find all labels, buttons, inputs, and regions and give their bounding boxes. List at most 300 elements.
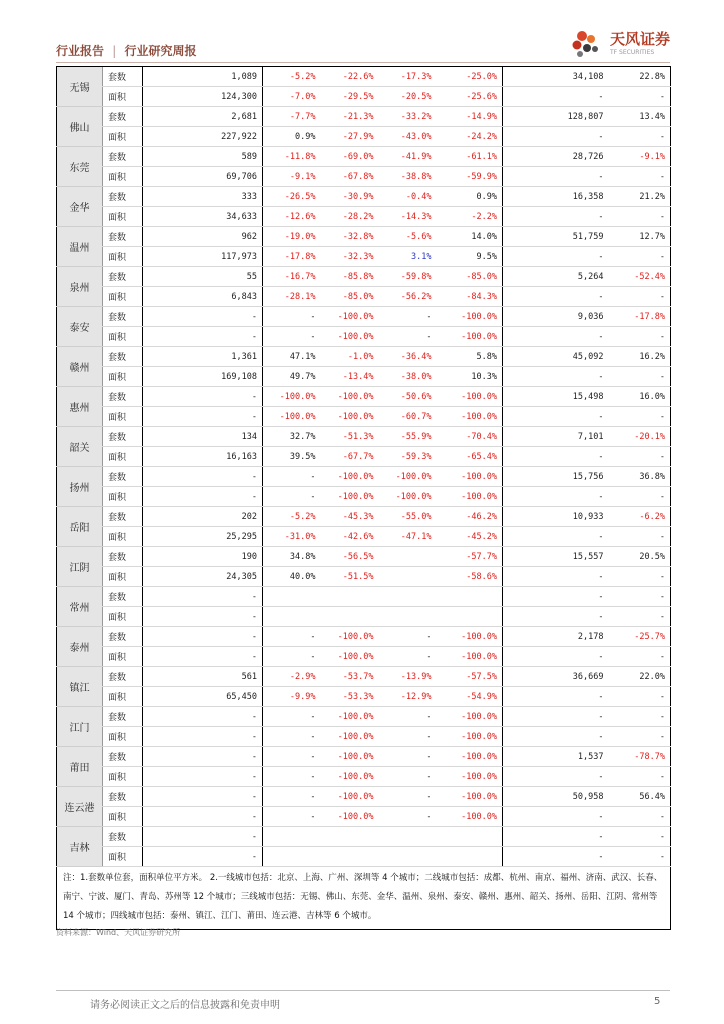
value-cell: -5.2% — [263, 67, 321, 87]
value-cell: -13.4% — [321, 367, 379, 387]
value-cell: -59.3% — [379, 447, 437, 467]
value-cell: 55 — [143, 267, 263, 287]
value-cell: -2.9% — [263, 667, 321, 687]
value-cell: -45.2% — [437, 527, 503, 547]
value-cell: 40.0% — [263, 567, 321, 587]
table-row — [57, 387, 671, 407]
value-cell: -100.0% — [437, 487, 503, 507]
value-cell: 1,537 — [503, 747, 609, 767]
value-cell: - — [609, 807, 671, 827]
value-cell: - — [379, 707, 437, 727]
value-cell: - — [609, 727, 671, 747]
value-cell: -100.0% — [437, 307, 503, 327]
value-cell: - — [503, 407, 609, 427]
metric-label-cell: 套数 — [103, 747, 143, 767]
metric-label-cell: 面积 — [103, 87, 143, 107]
value-cell: -100.0% — [437, 627, 503, 647]
value-cell: -21.3% — [321, 107, 379, 127]
value-cell: - — [143, 647, 263, 667]
value-cell: 36.8% — [609, 467, 671, 487]
metric-label-cell: 套数 — [103, 187, 143, 207]
city-name-cell: 赣州 — [57, 347, 103, 387]
value-cell: -7.0% — [263, 87, 321, 107]
table-row — [57, 807, 671, 827]
value-cell: 589 — [143, 147, 263, 167]
value-cell — [263, 847, 321, 867]
metric-label-cell: 套数 — [103, 267, 143, 287]
city-name-cell: 莆田 — [57, 747, 103, 787]
value-cell: -1.0% — [321, 347, 379, 367]
value-cell: - — [503, 847, 609, 867]
value-cell: - — [503, 127, 609, 147]
value-cell: -100.0% — [321, 747, 379, 767]
value-cell: -100.0% — [437, 407, 503, 427]
metric-label-cell: 套数 — [103, 627, 143, 647]
value-cell: -53.3% — [321, 687, 379, 707]
value-cell: -100.0% — [321, 387, 379, 407]
value-cell — [321, 847, 379, 867]
value-cell: 50,958 — [503, 787, 609, 807]
value-cell: - — [143, 307, 263, 327]
city-name-cell: 东莞 — [57, 147, 103, 187]
table-row — [57, 607, 671, 627]
value-cell: - — [609, 607, 671, 627]
metric-label-cell: 面积 — [103, 407, 143, 427]
value-cell: -24.2% — [437, 127, 503, 147]
value-cell — [263, 827, 321, 847]
value-cell: -14.9% — [437, 107, 503, 127]
value-cell: 7,101 — [503, 427, 609, 447]
value-cell: -100.0% — [321, 627, 379, 647]
value-cell: 22.8% — [609, 67, 671, 87]
value-cell: 39.5% — [263, 447, 321, 467]
value-cell: -100.0% — [321, 407, 379, 427]
value-cell: -100.0% — [321, 767, 379, 787]
value-cell: - — [143, 707, 263, 727]
value-cell: -28.1% — [263, 287, 321, 307]
value-cell: - — [609, 167, 671, 187]
table-row — [57, 327, 671, 347]
value-cell: -67.7% — [321, 447, 379, 467]
table-row — [57, 527, 671, 547]
value-cell: 16,358 — [503, 187, 609, 207]
value-cell: - — [143, 627, 263, 647]
header-title: 行业研究周报 — [124, 44, 197, 58]
value-cell — [437, 847, 503, 867]
value-cell: -100.0% — [437, 707, 503, 727]
value-cell: - — [503, 87, 609, 107]
value-cell: 56.4% — [609, 787, 671, 807]
value-cell: -46.2% — [437, 507, 503, 527]
value-cell: - — [503, 647, 609, 667]
value-cell: - — [609, 707, 671, 727]
value-cell: -100.0% — [321, 487, 379, 507]
metric-label-cell: 面积 — [103, 647, 143, 667]
value-cell: 51,759 — [503, 227, 609, 247]
value-cell: -17.8% — [609, 307, 671, 327]
value-cell: - — [263, 727, 321, 747]
value-cell: - — [609, 527, 671, 547]
value-cell: -59.9% — [437, 167, 503, 187]
header-category: 行业报告 — [56, 44, 105, 58]
value-cell: 2,681 — [143, 107, 263, 127]
value-cell: - — [609, 127, 671, 147]
value-cell: - — [263, 747, 321, 767]
value-cell: -100.0% — [263, 407, 321, 427]
value-cell: -100.0% — [437, 807, 503, 827]
value-cell: -13.9% — [379, 667, 437, 687]
value-cell: 20.5% — [609, 547, 671, 567]
value-cell: -28.2% — [321, 207, 379, 227]
value-cell: - — [609, 827, 671, 847]
value-cell: 34.8% — [263, 547, 321, 567]
value-cell: 34,633 — [143, 207, 263, 227]
city-name-cell: 泉州 — [57, 267, 103, 307]
value-cell: - — [143, 787, 263, 807]
value-cell: 5.8% — [437, 347, 503, 367]
table-row — [57, 207, 671, 227]
table-row — [57, 147, 671, 167]
metric-label-cell: 面积 — [103, 807, 143, 827]
value-cell: - — [503, 807, 609, 827]
value-cell: -19.0% — [263, 227, 321, 247]
value-cell: -61.1% — [437, 147, 503, 167]
value-cell: - — [143, 607, 263, 627]
value-cell: -85.0% — [437, 267, 503, 287]
value-cell: - — [263, 787, 321, 807]
city-name-cell: 无锡 — [57, 67, 103, 107]
value-cell — [263, 607, 321, 627]
table-row — [57, 767, 671, 787]
value-cell: -36.4% — [379, 347, 437, 367]
value-cell: 128,807 — [503, 107, 609, 127]
value-cell: - — [143, 487, 263, 507]
value-cell: -51.3% — [321, 427, 379, 447]
value-cell: 13.4% — [609, 107, 671, 127]
value-cell: -17.8% — [263, 247, 321, 267]
table-row — [57, 487, 671, 507]
value-cell: 28,726 — [503, 147, 609, 167]
value-cell: - — [503, 687, 609, 707]
value-cell: - — [379, 747, 437, 767]
value-cell: 21.2% — [609, 187, 671, 207]
value-cell: -14.3% — [379, 207, 437, 227]
value-cell: - — [263, 807, 321, 827]
value-cell: -32.3% — [321, 247, 379, 267]
value-cell: 3.1% — [379, 247, 437, 267]
value-cell: -67.8% — [321, 167, 379, 187]
value-cell: -57.5% — [437, 667, 503, 687]
value-cell: 0.9% — [263, 127, 321, 147]
value-cell: -9.1% — [609, 147, 671, 167]
value-cell: - — [609, 87, 671, 107]
metric-label-cell: 面积 — [103, 247, 143, 267]
value-cell: - — [263, 327, 321, 347]
value-cell: -56.2% — [379, 287, 437, 307]
value-cell — [321, 607, 379, 627]
value-cell: - — [379, 807, 437, 827]
value-cell: - — [143, 727, 263, 747]
value-cell: - — [143, 767, 263, 787]
value-cell: -69.0% — [321, 147, 379, 167]
value-cell: 227,922 — [143, 127, 263, 147]
value-cell: 36,669 — [503, 667, 609, 687]
value-cell: -56.5% — [321, 547, 379, 567]
value-cell: -100.0% — [321, 787, 379, 807]
value-cell: - — [143, 747, 263, 767]
value-cell: -47.1% — [379, 527, 437, 547]
value-cell: -100.0% — [437, 467, 503, 487]
table-row — [57, 547, 671, 567]
table-row — [57, 127, 671, 147]
table-row — [57, 307, 671, 327]
value-cell: - — [379, 627, 437, 647]
table-row — [57, 847, 671, 867]
value-cell: - — [503, 447, 609, 467]
metric-label-cell: 面积 — [103, 287, 143, 307]
value-cell: -25.7% — [609, 627, 671, 647]
value-cell: -12.9% — [379, 687, 437, 707]
value-cell: -31.0% — [263, 527, 321, 547]
value-cell: - — [143, 467, 263, 487]
value-cell: -20.1% — [609, 427, 671, 447]
value-cell: - — [503, 827, 609, 847]
value-cell: - — [503, 767, 609, 787]
value-cell: -100.0% — [321, 307, 379, 327]
value-cell: 9,036 — [503, 307, 609, 327]
value-cell: 561 — [143, 667, 263, 687]
table-row — [57, 447, 671, 467]
city-name-cell: 韶关 — [57, 427, 103, 467]
housing-sales-table — [56, 66, 671, 930]
value-cell — [379, 607, 437, 627]
value-cell: - — [609, 287, 671, 307]
value-cell: 134 — [143, 427, 263, 447]
city-name-cell: 扬州 — [57, 467, 103, 507]
value-cell: - — [609, 687, 671, 707]
metric-label-cell: 套数 — [103, 507, 143, 527]
value-cell: -100.0% — [321, 707, 379, 727]
value-cell: -57.7% — [437, 547, 503, 567]
value-cell: 124,300 — [143, 87, 263, 107]
city-name-cell: 常州 — [57, 587, 103, 627]
value-cell: 14.0% — [437, 227, 503, 247]
city-name-cell: 泰州 — [57, 627, 103, 667]
value-cell: -42.6% — [321, 527, 379, 547]
value-cell: -100.0% — [437, 327, 503, 347]
table-row — [57, 247, 671, 267]
value-cell: - — [263, 707, 321, 727]
value-cell: - — [609, 567, 671, 587]
value-cell: - — [609, 207, 671, 227]
value-cell: - — [609, 247, 671, 267]
value-cell: 1,361 — [143, 347, 263, 367]
value-cell: -22.6% — [321, 67, 379, 87]
value-cell: - — [503, 327, 609, 347]
value-cell: -52.4% — [609, 267, 671, 287]
city-name-cell: 吉林 — [57, 827, 103, 867]
value-cell: - — [503, 367, 609, 387]
value-cell: - — [379, 327, 437, 347]
table-row — [57, 467, 671, 487]
value-cell: -27.9% — [321, 127, 379, 147]
value-cell: -100.0% — [321, 647, 379, 667]
value-cell: - — [143, 807, 263, 827]
value-cell: - — [263, 627, 321, 647]
metric-label-cell: 面积 — [103, 207, 143, 227]
metric-label-cell: 面积 — [103, 567, 143, 587]
value-cell: - — [609, 487, 671, 507]
metric-label-cell: 套数 — [103, 787, 143, 807]
value-cell: - — [143, 327, 263, 347]
value-cell: - — [379, 787, 437, 807]
value-cell: - — [503, 167, 609, 187]
value-cell: - — [503, 527, 609, 547]
value-cell: 69,706 — [143, 167, 263, 187]
value-cell: -100.0% — [437, 787, 503, 807]
value-cell: -84.3% — [437, 287, 503, 307]
value-cell: -54.9% — [437, 687, 503, 707]
metric-label-cell: 套数 — [103, 827, 143, 847]
table-row — [57, 727, 671, 747]
table-note-row — [57, 867, 671, 930]
city-name-cell: 泰安 — [57, 307, 103, 347]
header-divider — [56, 62, 670, 63]
value-cell: 25,295 — [143, 527, 263, 547]
value-cell: -45.3% — [321, 507, 379, 527]
metric-label-cell: 套数 — [103, 147, 143, 167]
value-cell: - — [263, 487, 321, 507]
value-cell: - — [503, 587, 609, 607]
city-name-cell: 连云港 — [57, 787, 103, 827]
value-cell: - — [503, 287, 609, 307]
value-cell: -9.1% — [263, 167, 321, 187]
city-name-cell: 岳阳 — [57, 507, 103, 547]
value-cell: - — [609, 367, 671, 387]
metric-label-cell: 套数 — [103, 347, 143, 367]
value-cell: 333 — [143, 187, 263, 207]
value-cell: -12.6% — [263, 207, 321, 227]
value-cell: - — [379, 767, 437, 787]
value-cell: -53.7% — [321, 667, 379, 687]
metric-label-cell: 套数 — [103, 587, 143, 607]
value-cell: -5.2% — [263, 507, 321, 527]
table-row — [57, 687, 671, 707]
value-cell: -9.9% — [263, 687, 321, 707]
metric-label-cell: 面积 — [103, 687, 143, 707]
table-footnote: 注：1.套数单位套，面积单位平方米。 2.一线城市包括：北京、上海、广州、深圳等 4 个城市；二线城市包括：成都、杭州、南京、福州、济南、武汉、长春、南宁、宁波、厦门、青岛、苏州等 12 个城市；三线城市包括：无锡、佛山、东莞、金华、温州、泉州、泰安、赣州、惠州、韶关、扬州、岳阳、江阴、常州等 14 个城市；四线城市包括：泰州、镇江、江门、莆田、连云港、吉林等 6 个城市。 — [57, 867, 671, 930]
value-cell: - — [379, 647, 437, 667]
value-cell: - — [503, 207, 609, 227]
city-name-cell: 镇江 — [57, 667, 103, 707]
value-cell: -32.8% — [321, 227, 379, 247]
table-row — [57, 507, 671, 527]
value-cell: - — [503, 607, 609, 627]
value-cell: -0.4% — [379, 187, 437, 207]
value-cell: -55.0% — [379, 507, 437, 527]
value-cell: - — [609, 587, 671, 607]
metric-label-cell: 套数 — [103, 67, 143, 87]
value-cell: 15,498 — [503, 387, 609, 407]
value-cell: - — [263, 767, 321, 787]
metric-label-cell: 面积 — [103, 727, 143, 747]
value-cell: - — [503, 707, 609, 727]
table-row — [57, 167, 671, 187]
value-cell: 9.5% — [437, 247, 503, 267]
value-cell: -17.3% — [379, 67, 437, 87]
metric-label-cell: 面积 — [103, 367, 143, 387]
value-cell: 45,092 — [503, 347, 609, 367]
value-cell: -100.0% — [437, 767, 503, 787]
table-row — [57, 367, 671, 387]
value-cell — [379, 587, 437, 607]
value-cell — [437, 587, 503, 607]
value-cell: -51.5% — [321, 567, 379, 587]
value-cell: -100.0% — [321, 467, 379, 487]
value-cell: -20.5% — [379, 87, 437, 107]
metric-label-cell: 面积 — [103, 527, 143, 547]
value-cell: 16,163 — [143, 447, 263, 467]
value-cell: -100.0% — [379, 487, 437, 507]
value-cell: -100.0% — [321, 327, 379, 347]
table-row — [57, 107, 671, 127]
value-cell: 190 — [143, 547, 263, 567]
logo-name: 天风证券 — [610, 30, 671, 48]
value-cell: - — [143, 827, 263, 847]
report-header — [56, 42, 196, 59]
value-cell — [379, 847, 437, 867]
metric-label-cell: 面积 — [103, 447, 143, 467]
value-cell: 15,557 — [503, 547, 609, 567]
metric-label-cell: 套数 — [103, 467, 143, 487]
value-cell: -100.0% — [437, 647, 503, 667]
value-cell: - — [609, 647, 671, 667]
value-cell: -16.7% — [263, 267, 321, 287]
value-cell: 34,108 — [503, 67, 609, 87]
value-cell: -59.8% — [379, 267, 437, 287]
value-cell: 10.3% — [437, 367, 503, 387]
value-cell: -6.2% — [609, 507, 671, 527]
footer-divider — [56, 990, 670, 991]
value-cell: -5.6% — [379, 227, 437, 247]
value-cell: - — [379, 307, 437, 327]
table-row — [57, 667, 671, 687]
metric-label-cell: 面积 — [103, 327, 143, 347]
metric-label-cell: 面积 — [103, 167, 143, 187]
value-cell: -7.7% — [263, 107, 321, 127]
city-name-cell: 惠州 — [57, 387, 103, 427]
value-cell: - — [263, 467, 321, 487]
value-cell: - — [503, 567, 609, 587]
table-row — [57, 347, 671, 367]
value-cell: - — [609, 447, 671, 467]
value-cell: -100.0% — [263, 387, 321, 407]
disclaimer-footer: 请务必阅读正文之后的信息披露和免责申明 — [90, 1000, 280, 1011]
value-cell: 202 — [143, 507, 263, 527]
value-cell: - — [143, 387, 263, 407]
value-cell: 16.2% — [609, 347, 671, 367]
table-row — [57, 787, 671, 807]
table-row — [57, 187, 671, 207]
value-cell: 15,756 — [503, 467, 609, 487]
table-row — [57, 647, 671, 667]
table-row — [57, 227, 671, 247]
city-name-cell: 佛山 — [57, 107, 103, 147]
value-cell — [321, 587, 379, 607]
value-cell: - — [379, 727, 437, 747]
value-cell — [263, 587, 321, 607]
value-cell: -41.9% — [379, 147, 437, 167]
